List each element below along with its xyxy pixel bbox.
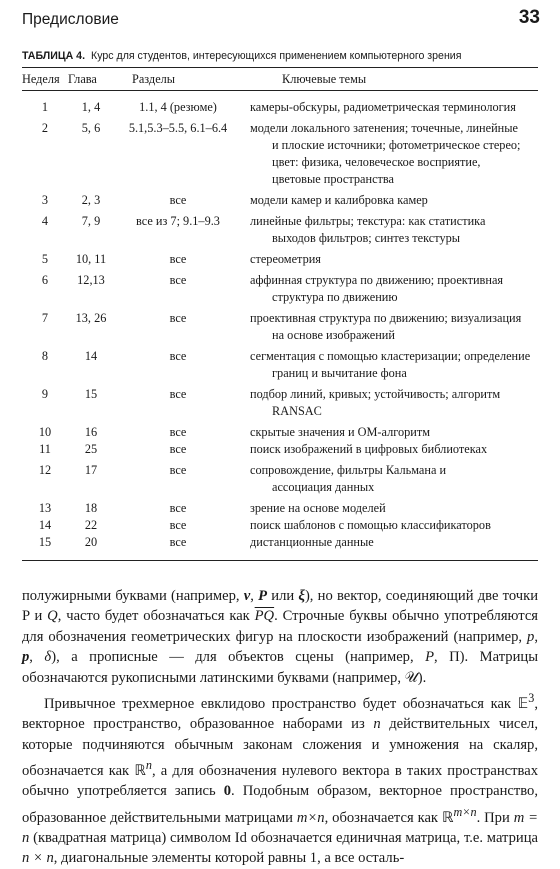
column-header-chapter: Глава (68, 72, 97, 86)
math-zero-vector: 0 (223, 783, 232, 800)
cell-week: 10 (38, 425, 52, 439)
math-p-bold: p (22, 649, 30, 666)
table-header-row (22, 68, 538, 92)
column-header-sections: Разделы (132, 72, 176, 86)
table-row (22, 92, 538, 116)
cell-week: 15 (38, 535, 52, 549)
topic-line: линейные фильтры; текстура: как статистика (250, 214, 486, 228)
cell-topics (242, 517, 538, 534)
cell-sections: 1.1, 4 (резюме) (139, 100, 217, 114)
cell-sections: все (169, 273, 187, 287)
math-U-calligraphic: 𝒰 (404, 669, 418, 686)
topic-line: поиск изображений в цифровых библиотеках (250, 442, 488, 456)
cell-topics (242, 344, 538, 382)
table-row (22, 209, 538, 247)
math-Rmn: ℝ (441, 809, 454, 826)
table-row (22, 306, 538, 344)
topic-line: сегментация с помощью кластеризации; определение (250, 349, 531, 363)
table-row (22, 382, 538, 420)
math-PQ-overline: $\overline{PQ}$ (254, 608, 275, 625)
cell-chapter: 25 (84, 442, 98, 456)
cell-chapter: 7, 9 (81, 214, 101, 228)
cell-chapter: 2, 3 (81, 193, 101, 207)
column-header-week: Неделя (22, 72, 60, 86)
topic-line: границ и вычитание фона (272, 366, 407, 380)
cell-topics (242, 458, 538, 496)
table-row (22, 534, 538, 551)
cell-chapter: 1, 4 (81, 100, 101, 114)
cell-topics (242, 209, 538, 247)
cell-week: 5 (41, 252, 49, 266)
table-row (22, 441, 538, 458)
cell-week: 7 (41, 311, 49, 325)
body-text (22, 586, 538, 869)
table-row (22, 458, 538, 496)
cell-topics (242, 420, 538, 441)
table-row (22, 188, 538, 209)
topic-line: подбор линий, кривых; устойчивость; алгоритм (250, 387, 501, 401)
topic-line: сопровождение, фильтры Кальмана и (250, 463, 447, 477)
math-Q: Q (47, 608, 58, 625)
topic-line: ассоциация данных (272, 480, 375, 494)
cell-week: 9 (41, 387, 49, 401)
cell-sections: все (169, 252, 187, 266)
topic-line: и плоские источники; фотометрическое стерео; (272, 138, 521, 152)
table-row (22, 116, 538, 188)
cell-sections: все (169, 518, 187, 532)
cell-week: 13 (38, 501, 52, 515)
topic-line: цветовые пространства (272, 172, 395, 186)
cell-topics (242, 188, 538, 209)
cell-chapter: 16 (84, 425, 98, 439)
cell-chapter: 10, 11 (75, 252, 107, 266)
paragraph-1: полужирными буквами (например, v, P или ξ), но вектор, соединяющий две точки P и Q, часто будет обозначаться как $\overline{PQ}$. Строчные буквы обычно употребляются для обозначения геометрических фигур на плоскости изображений (например, p, p, δ), а прописные — для объектов сцены (например, P, П). Матрицы обозначаются рукописными латинскими буквами (например, 𝒰). (22, 588, 539, 686)
cell-sections: все (169, 463, 187, 477)
cell-topics (242, 268, 538, 306)
cell-topics (242, 382, 538, 420)
cell-sections: все из 7; 9.1–9.3 (136, 214, 220, 228)
cell-week: 3 (41, 193, 49, 207)
cell-sections: все (169, 387, 187, 401)
table-row (22, 344, 538, 382)
cell-sections: все (169, 311, 187, 325)
topic-line: структура по движению (272, 290, 398, 304)
cell-topics (242, 306, 538, 344)
cell-sections: все (169, 349, 187, 363)
topic-line: аффинная структура по движению; проективная (250, 273, 504, 287)
table-caption-label: ТАБЛИЦА 4. (22, 50, 86, 62)
cell-topics (242, 116, 538, 188)
cell-topics (242, 247, 538, 268)
cell-chapter: 15 (84, 387, 98, 401)
cell-sections: все (169, 535, 187, 549)
cell-sections: все (169, 501, 187, 515)
cell-chapter: 14 (84, 349, 98, 363)
topic-line: зрение на основе моделей (250, 501, 386, 515)
cell-week: 12 (38, 463, 52, 477)
cell-week: 8 (41, 349, 49, 363)
table-body (22, 92, 538, 551)
topic-line: цвет: физика, человеческое восприятие, (272, 155, 481, 169)
table-caption-text: Курс для студентов, интересующихся применением компьютерного зрения (91, 50, 462, 62)
topic-line: модели камер и калибровка камер (250, 193, 428, 207)
cell-week: 14 (38, 518, 52, 532)
table-row (22, 247, 538, 268)
table-row (22, 496, 538, 517)
math-xi: ξ (298, 588, 305, 604)
topic-line: скрытые значения и ОМ-алгоритм (250, 425, 430, 439)
topic-line: RANSAC (272, 404, 322, 418)
topic-line: проективная структура по движению; визуализация (250, 311, 522, 325)
topic-line: модели локального затенения; точечные, линейные (250, 121, 518, 135)
cell-chapter: 20 (84, 535, 98, 549)
topic-line: на основе изображений (272, 328, 395, 342)
table-row (22, 517, 538, 534)
section-title: Предисловие (22, 11, 119, 28)
math-P-scene: P (425, 649, 435, 666)
cell-chapter: 22 (84, 518, 98, 532)
cell-chapter: 13, 26 (75, 311, 107, 325)
topic-line: дистанционные данные (250, 535, 374, 549)
cell-sections: все (169, 193, 187, 207)
cell-sections: все (169, 425, 187, 439)
cell-week: 2 (41, 121, 49, 135)
paragraph-2: Привычное трехмерное евклидово пространство будет обозначаться как 𝔼$^3$, векторное пространство, образованное наборами из n действительных чисел, которые подчиняются обычным законам сложения и умножения на скаляр, обозначается как ℝ$^n$, а для обозначения нулевого вектора в таких пространствах обычно употребляется запись 0. Подобным образом, векторное пространство, образованное действительными матрицами m×n, обозначается как ℝ$^{m\times n}$. При m = n (квадратная матрица) символом Id обозначается единичная матрица, т.е. матрица n × n, диагональные элементы которой равны 1, а все осталь- (22, 691, 539, 867)
cell-chapter: 5, 6 (81, 121, 101, 135)
cell-sections: 5.1,5.3–5.5, 6.1–6.4 (128, 121, 228, 135)
cell-week: 11 (39, 442, 51, 456)
cell-week: 4 (41, 214, 49, 228)
cell-week: 1 (41, 100, 49, 114)
topic-line: камеры-обскуры, радиометрическая терминология (250, 100, 516, 114)
table-row (22, 420, 538, 441)
column-header-topics: Ключевые темы (282, 72, 367, 86)
topic-line: стереометрия (250, 252, 321, 266)
page-number: 33 (518, 7, 540, 28)
math-Rn: ℝ (134, 762, 146, 779)
cell-chapter: 18 (84, 501, 98, 515)
cell-chapter: 12,13 (77, 273, 105, 287)
cell-topics (242, 534, 538, 551)
cell-chapter: 17 (84, 463, 98, 477)
cell-topics (242, 496, 538, 517)
math-E3: 𝔼 (517, 695, 529, 712)
math-P: P (258, 588, 268, 604)
table-row (22, 268, 538, 306)
course-table (22, 68, 538, 551)
topic-line: выходов фильтров; синтез текстуры (272, 231, 461, 245)
table-caption (22, 50, 461, 62)
math-v: v (243, 588, 251, 604)
cell-topics (242, 441, 538, 458)
cell-sections: все (169, 442, 187, 456)
topic-line: поиск шаблонов с помощью классификаторов (250, 518, 491, 532)
running-header (22, 5, 540, 31)
cell-topics (242, 92, 538, 116)
cell-week: 6 (41, 273, 49, 287)
math-delta: δ (44, 649, 52, 666)
table-bottom-rule (22, 560, 538, 561)
math-p: p (527, 628, 535, 645)
